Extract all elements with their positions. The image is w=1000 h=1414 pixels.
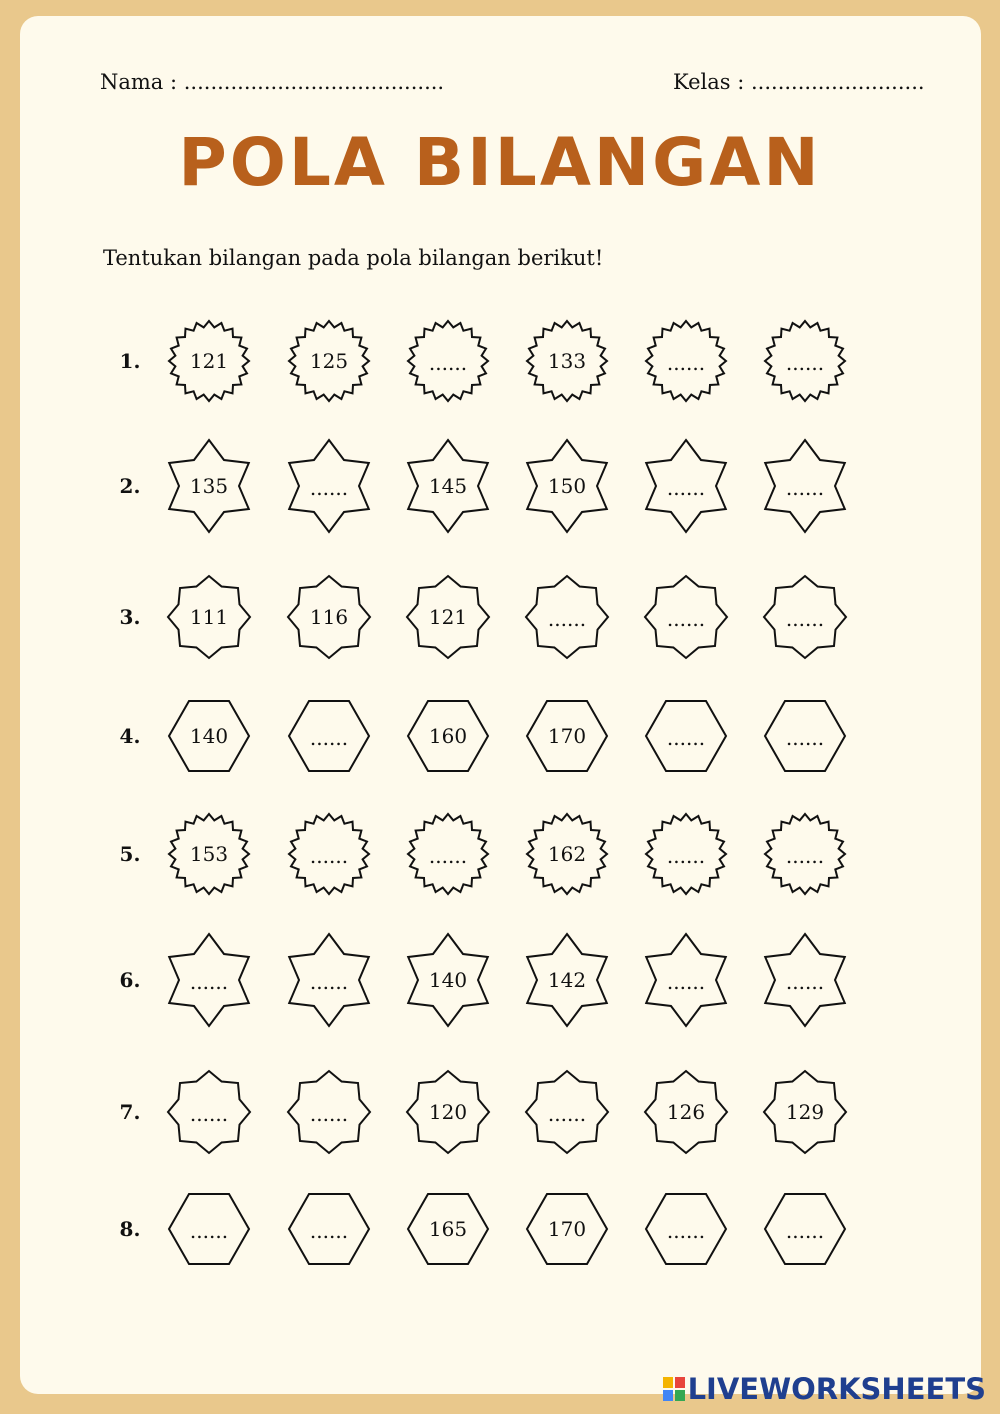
answer-cell[interactable]: [164, 935, 254, 1025]
number-cell: [522, 691, 612, 781]
number-cell: [760, 1067, 850, 1157]
answer-blank[interactable]: ......: [189, 1102, 229, 1126]
row-number: 4.: [119, 724, 141, 748]
cell-value: 133: [547, 349, 587, 373]
cell-value: 121: [428, 605, 468, 629]
answer-cell[interactable]: [641, 316, 731, 406]
number-cell: [403, 572, 493, 662]
answer-cell[interactable]: [760, 572, 850, 662]
number-cell: [164, 572, 254, 662]
answer-blank[interactable]: ......: [666, 844, 706, 868]
page-title: POLA BILANGAN: [178, 124, 822, 201]
number-cell: [522, 809, 612, 899]
cell-value: 160: [428, 724, 468, 748]
number-cell: [403, 441, 493, 531]
cell-value: 170: [547, 1217, 587, 1241]
answer-cell[interactable]: [641, 1184, 731, 1274]
answer-cell[interactable]: [164, 1067, 254, 1157]
number-cell: [284, 572, 374, 662]
cell-value: 135: [189, 474, 229, 498]
cell-value: 142: [547, 968, 587, 992]
answer-cell[interactable]: [641, 935, 731, 1025]
answer-cell[interactable]: [403, 316, 493, 406]
answer-blank[interactable]: ......: [666, 726, 706, 750]
row-number: 2.: [119, 474, 141, 498]
answer-blank[interactable]: ......: [189, 970, 229, 994]
number-cell: [164, 316, 254, 406]
cell-value: 150: [547, 474, 587, 498]
answer-cell[interactable]: [522, 1067, 612, 1157]
cell-value: 125: [309, 349, 349, 373]
cell-value: 153: [189, 842, 229, 866]
number-cell: [403, 1184, 493, 1274]
answer-blank[interactable]: ......: [785, 476, 825, 500]
answer-blank[interactable]: ......: [785, 726, 825, 750]
liveworksheets-logo: [663, 1372, 986, 1406]
number-cell: [403, 1067, 493, 1157]
number-cell: [641, 1067, 731, 1157]
answer-blank[interactable]: ......: [547, 607, 587, 631]
answer-blank[interactable]: ......: [309, 726, 349, 750]
answer-cell[interactable]: [760, 691, 850, 781]
number-cell: [522, 316, 612, 406]
answer-blank[interactable]: ......: [666, 476, 706, 500]
number-cell: [284, 316, 374, 406]
cell-value: 111: [189, 605, 229, 629]
answer-cell[interactable]: [522, 572, 612, 662]
cell-value: 120: [428, 1100, 468, 1124]
answer-cell[interactable]: [403, 809, 493, 899]
answer-cell[interactable]: [760, 809, 850, 899]
answer-blank[interactable]: ......: [785, 351, 825, 375]
answer-cell[interactable]: [284, 1184, 374, 1274]
answer-blank[interactable]: ......: [309, 476, 349, 500]
answer-cell[interactable]: [760, 441, 850, 531]
answer-blank[interactable]: ......: [309, 844, 349, 868]
answer-blank[interactable]: ......: [189, 1219, 229, 1243]
number-cell: [403, 691, 493, 781]
cell-value: 170: [547, 724, 587, 748]
instruction-text: Tentukan bilangan pada pola bilangan berikut!: [103, 246, 604, 270]
answer-blank[interactable]: ......: [785, 607, 825, 631]
class-field[interactable]: Kelas : ..........................: [673, 70, 925, 94]
row-number: 3.: [119, 605, 141, 629]
answer-cell[interactable]: [641, 691, 731, 781]
cell-value: 121: [189, 349, 229, 373]
cell-value: 126: [666, 1100, 706, 1124]
answer-blank[interactable]: ......: [309, 1219, 349, 1243]
answer-blank[interactable]: ......: [785, 970, 825, 994]
number-cell: [164, 691, 254, 781]
row-number: 8.: [119, 1217, 141, 1241]
cell-value: 140: [428, 968, 468, 992]
cell-value: 145: [428, 474, 468, 498]
row-number: 1.: [119, 349, 141, 373]
name-field[interactable]: Nama : .......................................: [100, 70, 445, 94]
logo-text: LIVEWORKSHEETS: [687, 1372, 986, 1406]
cell-value: 162: [547, 842, 587, 866]
number-cell: [522, 1184, 612, 1274]
answer-blank[interactable]: ......: [428, 844, 468, 868]
answer-cell[interactable]: [641, 441, 731, 531]
answer-cell[interactable]: [284, 1067, 374, 1157]
answer-cell[interactable]: [284, 691, 374, 781]
answer-blank[interactable]: ......: [309, 1102, 349, 1126]
number-cell: [522, 441, 612, 531]
cell-value: 165: [428, 1217, 468, 1241]
number-cell: [403, 935, 493, 1025]
answer-cell[interactable]: [760, 316, 850, 406]
answer-blank[interactable]: ......: [666, 607, 706, 631]
answer-blank[interactable]: ......: [785, 1219, 825, 1243]
cell-value: 140: [189, 724, 229, 748]
answer-cell[interactable]: [284, 441, 374, 531]
number-cell: [164, 809, 254, 899]
row-number: 5.: [119, 842, 141, 866]
cell-value: 129: [785, 1100, 825, 1124]
answer-cell[interactable]: [164, 1184, 254, 1274]
answer-cell[interactable]: [760, 1184, 850, 1274]
row-number: 7.: [119, 1100, 141, 1124]
answer-cell[interactable]: [284, 809, 374, 899]
answer-blank[interactable]: ......: [428, 351, 468, 375]
answer-blank[interactable]: ......: [666, 1219, 706, 1243]
answer-blank[interactable]: ......: [547, 1102, 587, 1126]
logo-icon: [663, 1377, 685, 1401]
answer-blank[interactable]: ......: [666, 351, 706, 375]
answer-cell[interactable]: [641, 809, 731, 899]
answer-cell[interactable]: [284, 935, 374, 1025]
cell-value: 116: [309, 605, 349, 629]
number-cell: [522, 935, 612, 1025]
answer-blank[interactable]: ......: [785, 844, 825, 868]
answer-cell[interactable]: [760, 935, 850, 1025]
row-number: 6.: [119, 968, 141, 992]
answer-blank[interactable]: ......: [309, 970, 349, 994]
answer-blank[interactable]: ......: [666, 970, 706, 994]
number-cell: [164, 441, 254, 531]
answer-cell[interactable]: [641, 572, 731, 662]
